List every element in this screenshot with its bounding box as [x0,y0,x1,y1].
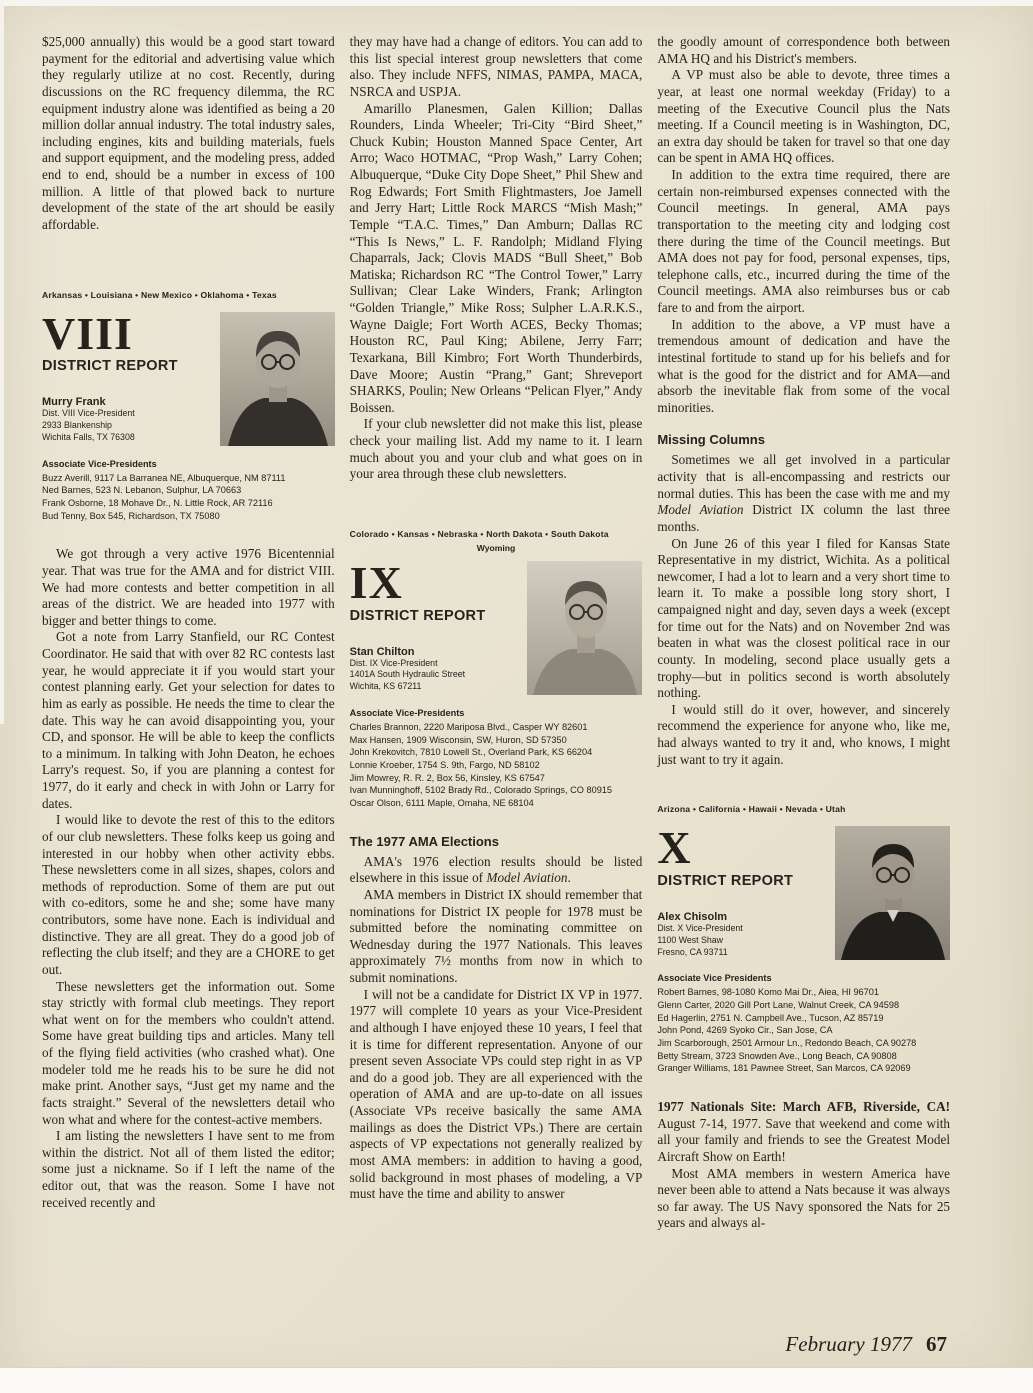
italic-run: Model Aviation [657,502,744,518]
district-ix-states-line2: Wyoming [476,542,516,553]
vp-name: Alex Chisolm [657,910,728,923]
page-footer [785,1332,947,1357]
paragraph: These newsletters get the information out. Some stay strictly with formal club meetings. They report what went on for the members who couldn't attend. Some have great building tips and articles. Many tell of the flying field activities (who crashed what). One modeler told me he reads his to be sure he did not make print. Another says, “Just get my name and the facts straight.” Several of the newsletters detail who won what and where for the contest-active members. [42,978,335,1127]
column-1 [42,34,335,1232]
district-report-label: DISTRICT REPORT [657,872,794,889]
avp-entry: Granger Williams, 181 Pawnee Street, San Marcos, CA 92069 [657,1063,911,1074]
vp-photo-alex-chisolm [835,826,950,960]
paragraph-nationals-site [657,1099,950,1166]
paragraph [657,452,950,535]
paragraph: We got through a very active 1976 Bicentennial year. That was true for the AMA and for district VIII. We had more contests and better competition in all areas of the district. We are headed into 1977 with bigger and better things to come. [42,546,335,628]
text-run: August 7-14, 1977. Save that weekend and come with all your family and friends to see the Greatest Model Aircraft Show on Earth! [657,1115,951,1164]
district-x-title-area [657,822,822,958]
avp-entry: Jim Scarborough, 2501 Armour Ln., Redondo Beach, CA 90278 [657,1038,917,1048]
paragraph: In addition to the above, a VP must have a tremendous amount of dedication and have the intestinal fortitude to stand up for his beliefs and for what is the good for the district and for AMA—and absorb the inevitable flak from some of the vocal minorities. [657,316,951,415]
vp-title: Dist. VIII Vice-President [42,408,135,419]
page-columns [42,34,950,1232]
avp-entry: Ivan Munninghoff, 5102 Brady Rd., Colorado Springs, CO 80915 [349,785,613,796]
vp-address-line: Wichita Falls, TX 76308 [42,431,135,442]
paragraph: On June 26 of this year I filed for Kansas State Representative in my district, Wichita. As a political newcomer, I had a lot to learn and a very short time to learn it. To make a possible long story short, I campaigned night and day, seven days a week (except for time out for the Nats) and on November 2nd was beaten in what was the closest political race in our county. In modeling, second place usually gets a trophy—but in politics second is worth absolutely nothing. [657,535,951,701]
paragraph: In addition to the extra time required, there are certain non-reimbursed expenses connected with the Council meetings. In general, AMA pays transportation to the meeting city and lodging cost there during the time of the Council meetings. But AMA does not pay for food, personal expenses, tips, telephone calls, etc., incurred during the time of the Council meetings. AMA also reimburses bus or cab fare to and from the airport. [657,167,951,315]
district-x-head-row [657,822,950,960]
vp-photo-stan-chilton [527,561,642,695]
vp-address-line: 1401A South Hydraulic Street [349,669,466,680]
avp-entry: Ed Hagerlin, 2751 N. Campbell Ave., Tucson, AZ 85719 [657,1012,884,1023]
vp-address-line: Fresno, CA 93711 [657,946,728,957]
vp-address-line: 1100 West Shaw [657,934,724,945]
district-viii-head-row [42,307,335,446]
paragraph-newsletter-list: Amarillo Planesmen, Galen Killion; Dallas Rounders, Linda Wheeler; Tri-City “Bird Sheet,” Chuck Kubin; Houston Manned Space Center, Art Arro; Waco HOTMAC, “Prop Wash,” Larry Cohen; Albuquerque, “Duke City Dope Sheet,” Phil Shew and Rog Edwards; Fort Smith Flightmasters, Joe Jamell and Jerry Hart; Little Rock MARCS “Mish Mash;” Temple “T.A.C. Times,” Dan Amburn; Dallas RC “This Is News,” L. F. Randolph; Midland Flying Chaparrals, Jack; Clovis MADS “Bull Sheet,” Bob Matiska; Richardson RC “The Control Tower,” Larry Sullivan; Clear Lake Winders, Frank; Arlington “Golden Triangle,” Mike Ross; Sulpher L.A.R.K.S., Wayne Daigle; Fort Worth ACES, Becky Thomas; Houston RC, Paul King; Abilene, Jerry Farr; Texarkana, Bill Kimbro; Fort Worth Thunderbirds, Dave Moore; Austin “Prang,” Gant; Shreveport SHARKS, Poulin; New Orleans “Pelican Flyer,” Andy Boissen. [349,100,643,415]
vp-name: Murry Frank [42,396,106,409]
avp-entry: Oscar Olson, 6111 Maple, Omaha, NE 68104 [349,798,534,808]
avp-entry: Bud Tenny, Box 545, Richardson, TX 75080 [42,510,220,521]
page-number: 67 [926,1332,947,1356]
avp-entry: Frank Osborne, 18 Mohave Dr., N. Little Rock, AR 72116 [42,497,273,508]
avp-heading: Associate Vice-Presidents [42,458,157,469]
district-ix-title-area [349,556,515,693]
district-viii-block [42,290,335,523]
column-2 [350,34,643,1232]
vp-address-line: 2933 Blankenship [42,420,112,431]
district-ix-block [350,529,643,810]
bold-run: 1977 Nationals Site: March AFB, Riverside, CA! [657,1099,951,1115]
italic-run: Model Aviation [486,870,568,886]
scan-edge-left [0,0,4,724]
section-heading-elections: The 1977 AMA Elections [349,833,499,849]
avp-entry: Buzz Averill, 9117 La Barranea NE, Albuquerque, NM 87111 [42,472,286,483]
issue-date: February 1977 [785,1332,912,1356]
paragraph: If your club newsletter did not make this list, please check your mailing list. Add my name to it. I learn much about you and your club and what goes on in your area through these club newsletters. [349,416,643,482]
paragraph: I am listing the newsletters I have sent to me from within the district. Not all of them listed the editor; some just a nickname. So if I left the name of the editor out, that was the reason. Some I have not received recently and [42,1128,335,1210]
avp-entry: John Krekovitch, 7810 Lowell St., Overland Park, KS 66204 [349,747,593,758]
district-report-label: DISTRICT REPORT [42,358,178,375]
paragraph-continuation: $25,000 annually) this would be a good start toward payment for the editorial and advertising value which they regularly utilize at no cost. Recently, during discussions on the RC frequency dilemma, the RC equipment industry alone was identified as being a 20 million dollar annual industry. The total industry sales, including engines, kits and building materials, fuels and support equipment, and the modeling press, added end to end, should be a number in excess of 100 million. A little of that plowed back to nurture development of the state of the art should be easily affordable. [42,34,335,232]
avp-entry: Betty Stream, 3723 Snowden Ave., Long Beach, CA 90808 [657,1050,897,1061]
paragraph [350,854,643,887]
avp-entry: Robert Barnes, 98-1080 Komo Mai Dr., Aiea, HI 96701 [657,987,879,998]
district-viii-numeral: VIII [42,307,133,359]
district-ix-numeral: IX [349,556,403,608]
avp-entry: Charles Brannon, 2220 Mariposa Blvd., Casper WY 82601 [349,721,588,732]
avp-entry: Ned Barnes, 523 N. Lebanon, Sulphur, LA 70663 [42,485,242,496]
text-run: AMA's 1976 election results should be listed elsewhere in this issue of [349,853,643,886]
text-run: . [567,870,571,886]
avp-entry: Jim Mowrey, R. R. 2, Box 56, Kinsley, KS 67547 [349,772,545,783]
district-viii-title-area [42,307,207,444]
district-viii-states: Arkansas • Louisiana • New Mexico • Oklahoma • Texas [42,289,277,300]
avp-entry: John Pond, 4269 Syoko Cir., San Jose, CA [657,1025,833,1036]
vp-title: Dist. IX Vice-President [349,657,438,668]
paragraph: A VP must also be able to devote, three times a year, at least one normal weekday (Friday) to a meeting of the Executive Council plus the Nats meeting. If a Council meeting is in Washington, DC, an extra day should be taken for travel so that one day can be spent in AMA HQ offices. [657,67,951,166]
portrait-illustration [835,826,950,960]
avp-heading: Associate Vice-Presidents [349,707,465,718]
paragraph: Got a note from Larry Stanfield, our RC Contest Coordinator. He said that with over 82 RC contests last year, he would appreciate it if you would start your contest planning early. Get your selection for dates to him as early as possible. He needs the time to clear the date. This way he can avoid disappointing you, your CD, and sponsor. He will be able to keep the conflicts to a minimum. In talking with John Deaton, he echoes Larry's request. So, if you are planning a contest for 1977, do it early and check in with John or Larry for dates. [42,629,335,811]
section-heading-missing-columns: Missing Columns [657,432,765,448]
district-ix-states: Colorado • Kansas • Nebraska • North Dakota • South Dakota [349,528,609,539]
paragraph-continuation: they may have had a change of editors. You can add to this list special interest group newsletters that come also. They include NFFS, NIMAS, PAMPA, MACA, NSRCA and USPJA. [349,34,643,99]
avp-heading: Associate Vice Presidents [657,973,772,984]
paragraph: I will not be a candidate for District IX VP in 1977. 1977 will complete 10 years as your Vice-President and although I have enjoyed these 10 years, I feel that it is time for different representation. Anyone of our present seven Associate VPs could step right in as VP and do a good job. They are all experienced with the operation of AMA and are up-to-date on all issues (Associate VPs receive basically the same AMA mailings as does the District VPs.) There are certain aspects of VP expectations not generally realized by most AMA members: in addition to having a good, solid background in most phases of modeling, a VP must have the time and ability to answer [349,986,643,1202]
scan-edge-top [0,0,1033,6]
district-report-label: DISTRICT REPORT [349,607,486,624]
portrait-illustration [220,312,335,446]
text-run: Sometimes we all get involved in a particular activity that is all-encompassing and restricts our normal duties. This has been the case with me and my [657,452,951,501]
paragraph: I would still do it over, however, and sincerely recommend the experience for anyone who, like me, had always wanted to try it and, who knows, I might just want to try it again. [657,701,951,767]
avp-entry: Glenn Carter, 2020 Gill Port Lane, Walnut Creek, CA 94598 [657,999,900,1010]
district-x-numeral: X [657,822,692,874]
district-x-block [657,804,950,1075]
paragraph: I would like to devote the rest of this to the editors of our club newsletters. These folks keep us going and interested in our hobby when other activity ebbs. These newsletters come in all sizes, shapes, colors and methods of reproduction. Some of them are put out with co-editors, some he and she; some have many contributors, some have none. Each is individual and distinctive. They are all great. They do a good job of reflecting the club itself; and they are a CHORE to get out. [42,812,335,977]
text-run: District IX column the last three months. [657,502,951,534]
district-x-states: Arizona • California • Hawaii • Nevada • Utah [657,804,846,815]
scan-edge-bottom [0,1367,1033,1393]
vp-photo-murry-frank [220,312,335,446]
paragraph: AMA members in District IX should remember that nominations for District IX people for 1978 must be submitted before the nominating committee on Wednesday during the 1977 Nationals. This leaves approximately 7½ months from now in which to submit nominations. [349,886,643,986]
avp-entry: Lonnie Kroeber, 1754 S. 9th, Fargo, ND 58102 [349,759,540,770]
paragraph: Most AMA members in western America have never been able to attend a Nats because it was always so far away. The US Navy sponsored the Nats for 25 years and always al- [657,1165,951,1231]
vp-name: Stan Chilton [349,645,415,658]
vp-title: Dist. X Vice-President [657,922,743,933]
portrait-illustration [527,561,642,695]
district-ix-head-row [349,556,643,695]
vp-address-line: Wichita, KS 67211 [349,681,422,692]
paragraph-continuation: the goodly amount of correspondence both between AMA HQ and his District's members. [657,34,951,66]
avp-entry: Max Hansen, 1909 Wisconsin, SW, Huron, SD 57350 [349,734,567,745]
column-3 [657,34,950,1232]
